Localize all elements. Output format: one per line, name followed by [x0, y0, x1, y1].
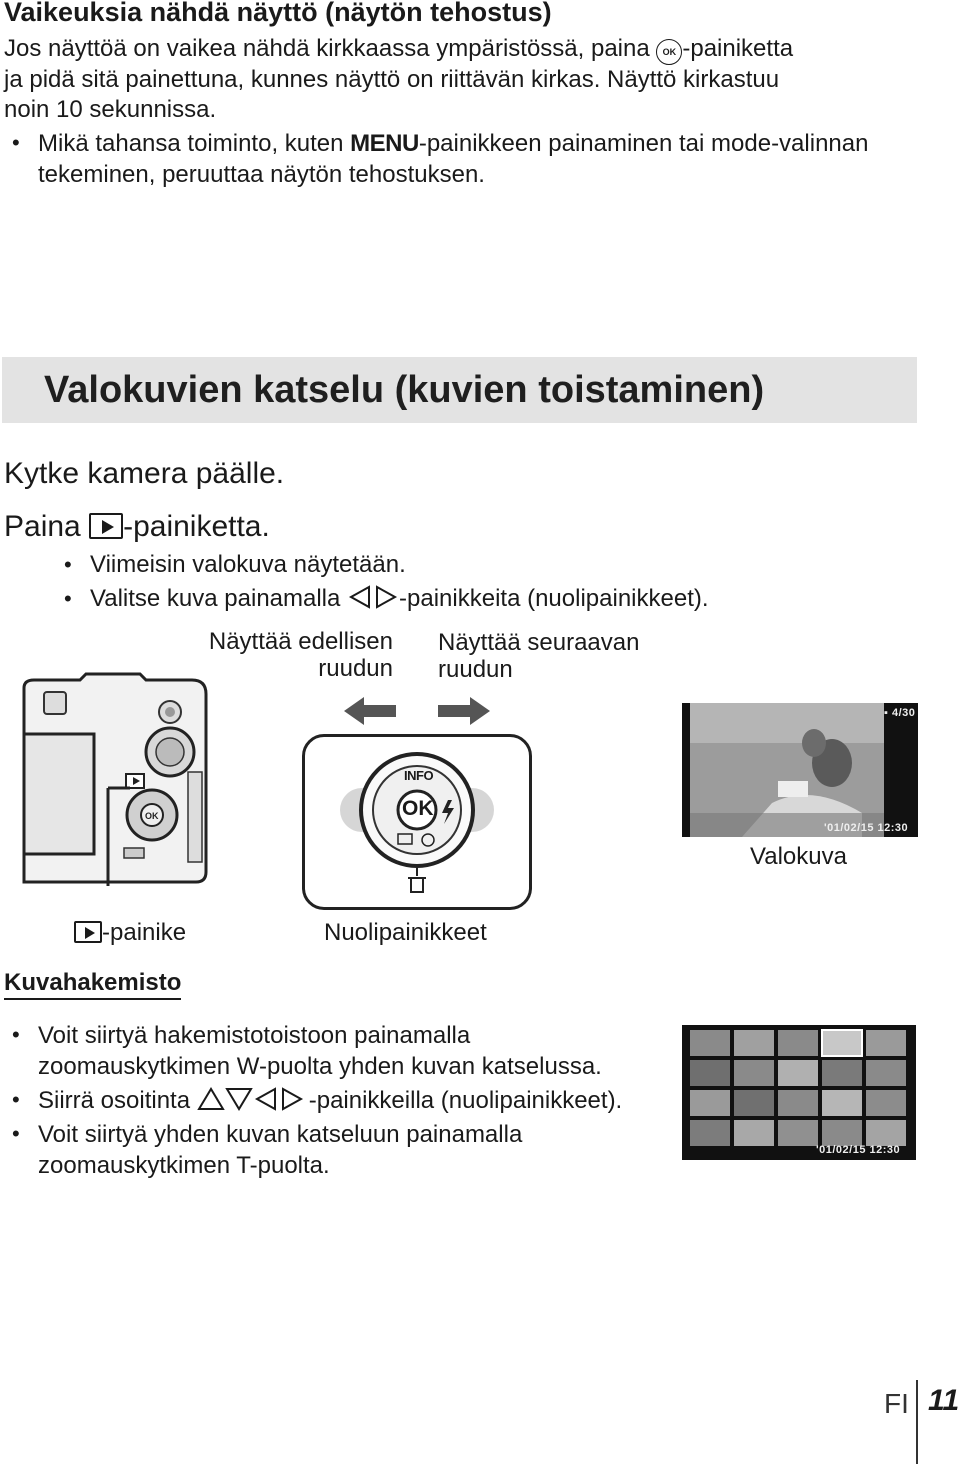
prev-frame-label-2: ruudun — [318, 655, 393, 682]
bullet-dot: • — [64, 586, 72, 611]
playback-icon — [74, 921, 102, 943]
step-2-text-b: -painiketta. — [123, 510, 270, 543]
page-number: 11 — [928, 1384, 960, 1417]
next-frame-label-1: Näyttää seuraavan — [438, 629, 640, 656]
single-photo-display — [682, 703, 918, 837]
index-display — [682, 1025, 916, 1160]
left-arrow-icon — [340, 695, 400, 727]
photo-counter: ▪ 4/30 — [884, 707, 916, 719]
step-2-sub-2-text-a: Valitse kuva painamalla — [90, 585, 348, 612]
prev-frame-label-1: Näyttää edellisen — [208, 628, 393, 655]
step-2 — [4, 509, 270, 545]
info-button-label: INFO — [404, 768, 434, 783]
brightness-bullet-line1 — [38, 129, 868, 159]
step-1: Kytke kamera päälle. — [4, 457, 285, 490]
next-frame-label-2: ruudun — [438, 656, 513, 683]
menu-button-label: MENU — [350, 130, 419, 157]
camera-back-illustration — [20, 672, 215, 887]
brightness-bullet-text-a: Mikä tahansa toiminto, kuten — [38, 130, 351, 157]
bullet-dot: • — [12, 1087, 20, 1112]
step-2-sub-2 — [90, 584, 709, 614]
step-2-sub-2-text-b: -painikkeita (nuolipainikkeet). — [399, 585, 709, 612]
brightness-bullet-line2: tekeminen, peruuttaa näytön tehostuksen. — [38, 161, 485, 188]
index-bullet-2-text-b: -painikkeilla (nuolipainikkeet). — [308, 1087, 623, 1114]
right-arrow-icon — [434, 695, 494, 727]
index-title: Kuvahakemisto — [4, 968, 181, 1000]
section-title: Valokuvien katselu (kuvien toistaminen) — [44, 369, 765, 411]
svg-text:OK: OK — [145, 811, 159, 821]
photo-girl-reading-image — [682, 703, 918, 837]
left-right-arrow-icon — [347, 585, 399, 609]
arrow-buttons-caption: Nuolipainikkeet — [324, 919, 487, 946]
arrow-pad-illustration — [332, 742, 502, 902]
index-bullet-2 — [38, 1086, 622, 1116]
ok-button-label: OK — [402, 797, 434, 820]
brightness-paragraph-line3: noin 10 sekunnissa. — [4, 96, 217, 123]
brightness-bullet-text-b: -painikkeen painaminen tai mode-valinnan — [418, 130, 869, 157]
index-bullet-1-line1: Voit siirtyä hakemistotoistoon painamalla — [38, 1022, 471, 1049]
ok-button-icon: OK — [656, 39, 682, 65]
four-way-arrow-icons — [197, 1087, 309, 1111]
photo-label: Valokuva — [750, 843, 847, 870]
photo-timestamp: '01/02/15 12:30 — [824, 822, 909, 834]
page-number-divider — [916, 1380, 918, 1464]
brightness-para-text-a: Jos näyttöä on vaikea nähdä kirkkaassa ympäristössä, paina — [4, 35, 657, 62]
index-bullet-3-line1: Voit siirtyä yhden kuvan katseluun painamalla — [38, 1121, 523, 1148]
brightness-paragraph-line2: ja pidä sitä painettuna, kunnes näyttö on riittävän kirkas. Näyttö kirkastuu — [4, 66, 780, 93]
play-button-caption — [74, 918, 186, 948]
index-bullet-3-line2: zoomauskytkimen T-puolta. — [38, 1152, 330, 1179]
index-bullet-2-text-a: Siirrä osoitinta — [38, 1087, 197, 1114]
play-button-caption-text: -painike — [102, 919, 187, 946]
brightness-para-text-b: -painiketta — [682, 35, 794, 62]
language-code: FI — [884, 1388, 909, 1419]
index-thumbnail-grid — [682, 1025, 916, 1160]
brightness-paragraph-line1 — [4, 34, 793, 65]
index-bullet-1-line2: zoomauskytkimen W-puolta yhden kuvan katselussa. — [38, 1053, 602, 1080]
bullet-dot: • — [12, 1121, 20, 1146]
playback-icon — [89, 513, 123, 539]
index-timestamp: '01/02/15 12:30 — [816, 1144, 901, 1156]
bullet-dot: • — [12, 1022, 20, 1047]
bullet-dot: • — [64, 552, 72, 577]
step-2-sub-1: Viimeisin valokuva näytetään. — [90, 551, 406, 578]
step-2-text-a: Paina — [4, 510, 90, 543]
brightness-heading: Vaikeuksia nähdä näyttö (näytön tehostus) — [4, 0, 552, 27]
bullet-dot: • — [12, 130, 20, 155]
